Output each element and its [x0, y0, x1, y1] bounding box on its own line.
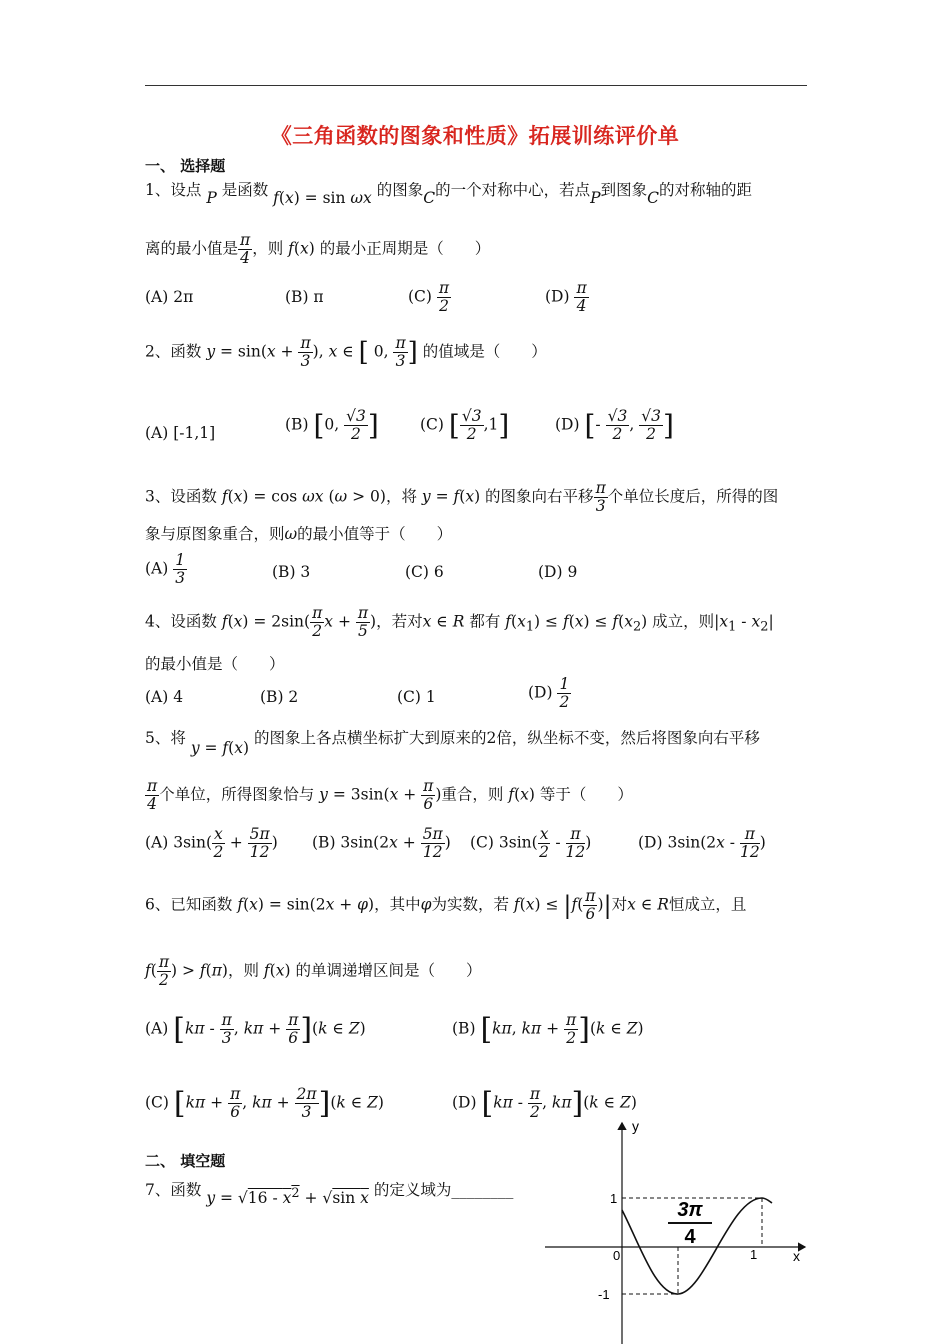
q2-option-a[interactable]: (A) [-1,1]	[145, 424, 216, 442]
page-title: 《三角函数的图象和性质》拓展训练评价单	[270, 123, 680, 148]
tick-x-1: 1	[750, 1247, 758, 1262]
q6-line2: f( $\frac{\pi}{2}$ ) > f(π)，则 f(x) 的单调递增区间是（ ）	[145, 953, 482, 989]
q7-line: 7、函数 $y = √16 - x^2 + √\sin$ x 的定义域为________	[145, 1181, 514, 1208]
q4-option-b[interactable]: (B) 2	[260, 688, 299, 706]
q2-option-c[interactable]: (C) [ $\frac{√3}{2}$ ,1]	[420, 407, 510, 443]
q3-option-c[interactable]: (C) 6	[405, 563, 444, 581]
annotation-denominator: 4	[684, 1226, 696, 1248]
q5-option-b[interactable]: (B) 3sin(2x + $\frac{5\pi}{12}$ )	[312, 825, 451, 861]
q6-option-c[interactable]: (C) [kπ + $\frac{\pi}{6}$ , kπ + $\frac{2\pi}{3}$ ](k ∈ Z)	[145, 1085, 384, 1121]
header-rule	[145, 85, 807, 86]
q5-line1: 5、将 y = f(x) 的图象上各点横坐标扩大到原来的2倍，纵坐标不变，然后将图象向右平移	[145, 729, 760, 757]
q1-line1: 1、设点 P 是函数 f(x) = sin ωx 的图象C的一个对称中心，若点P到图象C的对称轴的距	[145, 181, 752, 207]
q5-option-a[interactable]: (A) 3sin( $\frac{x}{2}$ + $\frac{5\pi}{12}$ )	[145, 825, 278, 861]
q4-option-a[interactable]: (A) 4	[145, 688, 184, 706]
x-axis-label: x	[793, 1248, 800, 1264]
q2-option-d[interactable]: (D) [- $\frac{√3}{2}$ , $\frac{√3}{2}$ ]	[555, 407, 674, 443]
tick-y-1: 1	[610, 1191, 618, 1206]
q1-option-d[interactable]: (D) $\frac{\pi}{4}$	[545, 279, 587, 315]
annotation-numerator: 3π	[677, 1199, 703, 1221]
q3-option-b[interactable]: (B) 3	[272, 563, 311, 581]
q3-line1: 3、设函数 f(x) = cos ωx (ω > 0)，将 y = f(x) 的图象向右平移 $\frac{\pi}{3}$ 个单位长度后，所得的图	[145, 479, 779, 515]
q1-line2: 离的最小值是 $\frac{\pi}{4}$ ，则 f(x) 的最小正周期是（ ）	[145, 231, 491, 267]
q2-option-b[interactable]: (B) [0, $\frac{√3}{2}$ ]	[285, 407, 379, 443]
q3-line2: 象与原图象重合，则ω的最小值等于（ ）	[145, 525, 453, 543]
section-choice: 一、 选择题	[145, 157, 226, 175]
q2-line: 2、函数 y = sin(x + $\frac{\pi}{3}$ ), x ∈ [ 0, $\frac{\pi}{3}$ ] 的值域是（ ）	[145, 334, 547, 370]
q1-option-b[interactable]: (B) π	[285, 288, 324, 306]
q3-option-d[interactable]: (D) 9	[538, 563, 578, 581]
q6-option-b[interactable]: (B) [kπ, kπ + $\frac{\pi}{2}$ ](k ∈ Z)	[452, 1011, 644, 1047]
origin-label: 0	[613, 1248, 621, 1263]
tick-y-neg1: -1	[598, 1287, 610, 1302]
sine-graph	[540, 1115, 810, 1344]
q1-option-a[interactable]: (A) 2π	[145, 288, 194, 306]
section-fill: 二、 填空题	[145, 1152, 226, 1170]
q4-line2: 的最小值是（ ）	[145, 655, 285, 673]
q4-option-d[interactable]: (D) $\frac{1}{2}$	[528, 675, 570, 711]
q5-option-c[interactable]: (C) 3sin( $\frac{x}{2}$ - $\frac{\pi}{12}$ )	[470, 825, 592, 861]
q6-option-a[interactable]: (A) [kπ - $\frac{\pi}{3}$ , kπ + $\frac{\pi}{6}$ ](k ∈ Z)	[145, 1011, 366, 1047]
q4-line1: 4、设函数 f(x) = 2sin( $\frac{\pi}{2}$ x + $\frac{\pi}{5}$ )，若对x ∈ R 都有 $f(x_1) \le f(x) \le f(x_2)$ 成立，则$|x_1 - x_2|$	[145, 604, 774, 640]
q3-option-a[interactable]: (A) $\frac{1}{3}$	[145, 551, 186, 587]
y-axis-label: y	[632, 1118, 639, 1134]
q1-option-c[interactable]: (C) $\frac{\pi}{2}$	[408, 279, 450, 315]
q4-option-c[interactable]: (C) 1	[397, 688, 436, 706]
q6-line1: 6、已知函数 f(x) = sin(2x + φ)，其中φ为实数，若 f(x) ≤ |f( $\frac{\pi}{6}$ )|对x ∈ R恒成立，且	[145, 887, 747, 923]
q5-line2: $\frac{\pi}{4}$ 个单位，所得图象恰与 y = 3sin(x + $\frac{\pi}{6}$ )重合，则 f(x) 等于（ ）	[147, 777, 633, 813]
q6-option-d[interactable]: (D) [kπ - $\frac{\pi}{2}$ , kπ](k ∈ Z)	[452, 1085, 637, 1121]
q5-option-d[interactable]: (D) 3sin(2x - $\frac{\pi}{12}$ )	[638, 825, 766, 861]
